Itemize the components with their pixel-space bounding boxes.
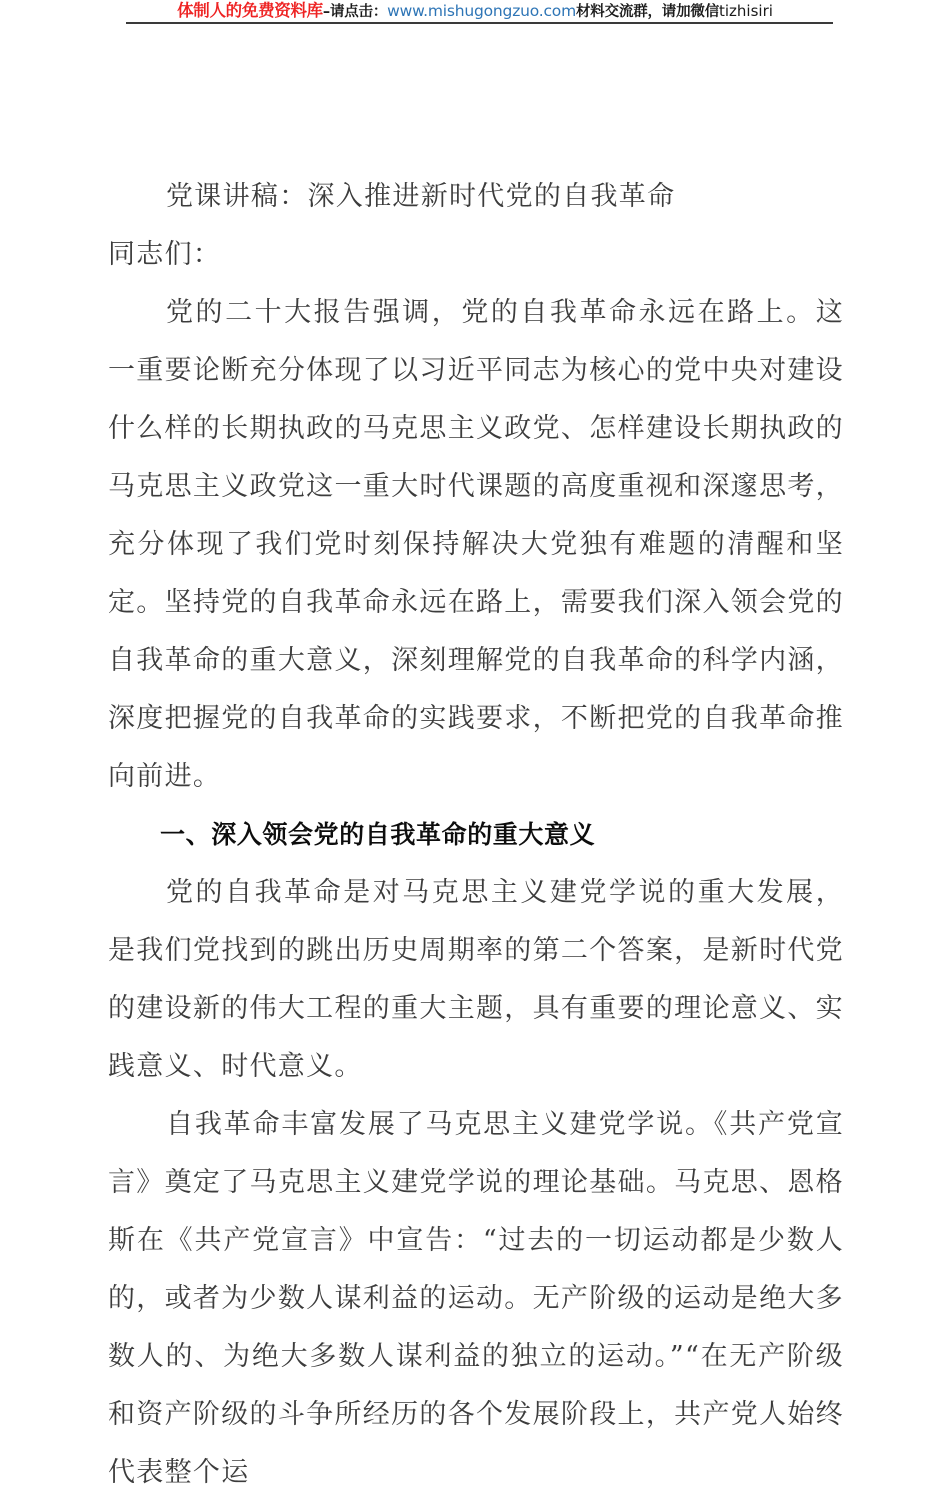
promo-group-text: 材料交流群，请加微信	[576, 4, 719, 20]
promo-url-link[interactable]: www.mishugongzuo.com	[387, 2, 576, 20]
promo-site-name: 体制人的免费资料库	[177, 1, 323, 20]
body-paragraph-3: 自我革命丰富发展了马克思主义建党学说。《共产党宣言》奠定了马克思主义建党学说的理论基础。马克思、恩格斯在《共产党宣言》中宣告：“过去的一切运动都是少数人的，或者为少数人谋利益的运动。无产阶级的运动是绝大多数人的、为绝大多数人谋利益的独立的运动。”“在无产阶级和资产阶级的斗争所经历的各个发展阶段上，共产党人始终代表整个运	[108, 1109, 844, 1488]
promo-wechat-id: tizhisiri	[719, 2, 773, 20]
body-paragraph-1: 党的二十大报告强调，党的自我革命永远在路上。这一重要论断充分体现了以习近平同志为核心的党中央对建设什么样的长期执政的马克思主义政党、怎样建设长期执政的马克思主义政党这一重大时代课题的高度重视和深邃思考，充分体现了我们党时刻保持解决大党独有难题的清醒和坚定。坚持党的自我革命永远在路上，需要我们深入领会党的自我革命的重大意义，深刻理解党的自我革命的科学内涵，深度把握党的自我革命的实践要求，不断把党的自我革命推向前进。	[108, 297, 844, 792]
promo-click-prompt: –请点击：	[322, 4, 388, 20]
document-content	[108, 168, 844, 1502]
body-paragraph-2: 党的自我革命是对马克思主义建党学说的重大发展，是我们党找到的跳出历史周期率的第二个答案，是新时代党的建设新的伟大工程的重大主题，具有重要的理论意义、实践意义、时代意义。	[108, 877, 844, 1082]
salutation-line: 同志们：	[108, 239, 222, 270]
document-title: 党课讲稿：深入推进新时代党的自我革命	[166, 181, 676, 212]
section-heading-1: 一、深入领会党的自我革命的重大意义	[160, 820, 596, 849]
header-divider-rule	[126, 22, 833, 24]
